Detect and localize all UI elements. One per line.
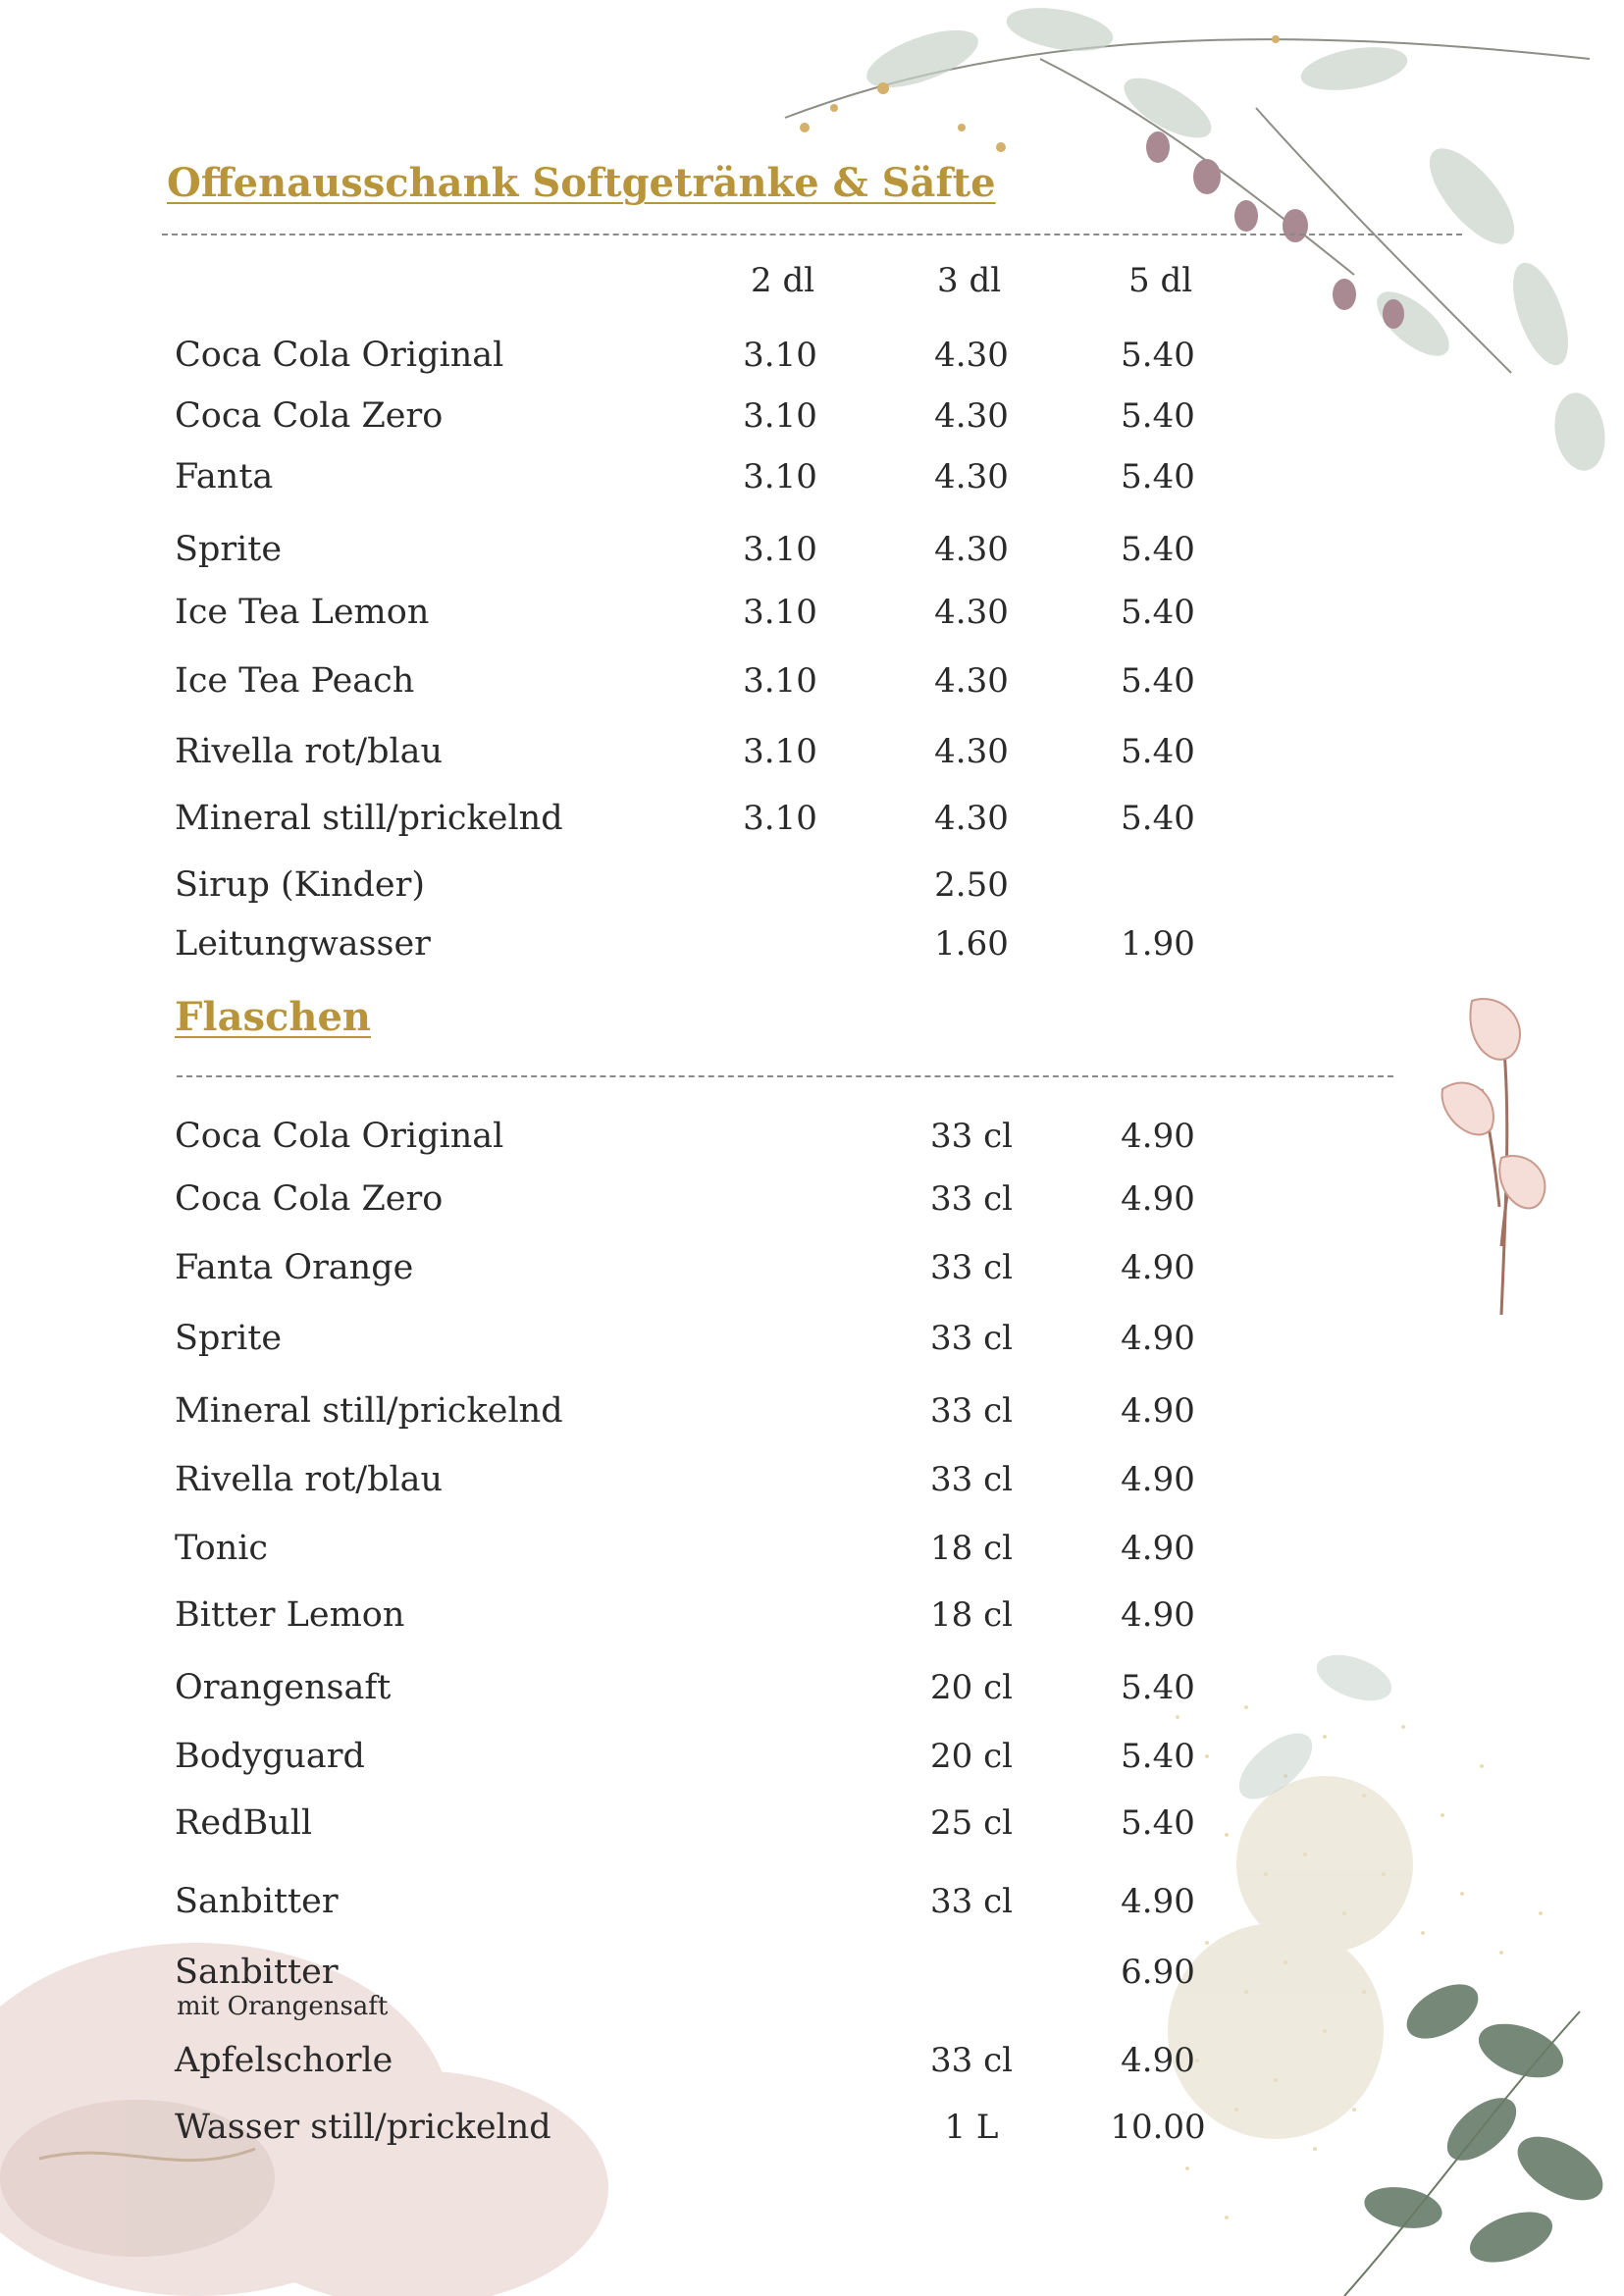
price-3dl: 4.30 (934, 457, 1009, 496)
list-item (0, 1953, 1624, 2021)
item-name: Tonic (175, 1529, 269, 1568)
bottle-size: 18 cl (930, 1529, 1013, 1568)
list-item (0, 593, 1624, 642)
bottle-size: 33 cl (930, 1248, 1013, 1287)
price-3dl: 4.30 (934, 732, 1009, 771)
price-5dl: 5.40 (1121, 530, 1195, 569)
list-item (0, 2041, 1624, 2090)
bottle-price: 5.40 (1121, 1803, 1195, 1843)
item-name: Bodyguard (175, 1737, 365, 1776)
item-note: mit Orangensaft (177, 1992, 389, 2021)
bottle-size: 33 cl (930, 1882, 1013, 1921)
price-2dl: 3.10 (743, 732, 817, 771)
bottle-size: 20 cl (930, 1668, 1013, 1707)
bottle-price: 4.90 (1121, 1179, 1195, 1219)
item-name: Wasser still/prickelnd (175, 2108, 551, 2147)
item-name: RedBull (175, 1803, 313, 1843)
price-2dl: 3.10 (743, 530, 817, 569)
column-header-5dl: 5 dl (1128, 261, 1193, 300)
item-name: Fanta (175, 457, 274, 496)
list-item (0, 1668, 1624, 1717)
item-name: Rivella rot/blau (175, 732, 444, 771)
item-name: Sprite (175, 530, 283, 569)
price-5dl: 5.40 (1121, 396, 1195, 436)
bottle-price: 5.40 (1121, 1668, 1195, 1707)
bottle-size: 33 cl (930, 2041, 1013, 2080)
item-name: Coca Cola Zero (175, 396, 444, 436)
bottle-size: 1 L (944, 2108, 999, 2147)
bottle-price: 10.00 (1110, 2108, 1206, 2147)
bottle-price: 4.90 (1121, 1391, 1195, 1431)
item-name: Sirup (Kinder) (175, 865, 426, 905)
price-3dl: 4.30 (934, 593, 1009, 632)
list-item (0, 661, 1624, 710)
list-item (0, 336, 1624, 385)
price-3dl: 4.30 (934, 530, 1009, 569)
bottle-price: 6.90 (1121, 1953, 1195, 1992)
price-2dl: 3.10 (743, 457, 817, 496)
price-5dl: 5.40 (1121, 799, 1195, 838)
bottle-price: 4.90 (1121, 1117, 1195, 1156)
item-name: Ice Tea Peach (175, 661, 415, 701)
bottle-size: 18 cl (930, 1595, 1013, 1635)
column-header-2dl: 2 dl (751, 261, 815, 300)
price-2dl: 3.10 (743, 396, 817, 436)
price-5dl: 5.40 (1121, 732, 1195, 771)
item-name: Sanbitter (175, 1882, 339, 1921)
price-3dl: 4.30 (934, 799, 1009, 838)
bottle-price: 4.90 (1121, 1882, 1195, 1921)
price-3dl: 1.60 (934, 924, 1009, 964)
price-5dl: 1.90 (1121, 924, 1195, 964)
bottle-price: 4.90 (1121, 1319, 1195, 1358)
list-item (0, 2108, 1624, 2157)
list-item (0, 1737, 1624, 1786)
list-item (0, 1319, 1624, 1368)
bottle-size: 20 cl (930, 1737, 1013, 1776)
list-item (0, 1179, 1624, 1228)
price-2dl: 3.10 (743, 799, 817, 838)
list-item (0, 924, 1624, 973)
item-name: Orangensaft (175, 1668, 392, 1707)
item-name: Leitungwasser (175, 924, 431, 964)
list-item (0, 1248, 1624, 1297)
list-item (0, 799, 1624, 848)
bottle-size: 33 cl (930, 1117, 1013, 1156)
price-3dl: 4.30 (934, 661, 1009, 701)
item-name: Mineral still/prickelnd (175, 799, 563, 838)
list-item (0, 396, 1624, 445)
bottle-price: 4.90 (1121, 1529, 1195, 1568)
list-item (0, 1391, 1624, 1440)
item-name: Sprite (175, 1319, 283, 1358)
bottle-price: 4.90 (1121, 1248, 1195, 1287)
price-5dl: 5.40 (1121, 336, 1195, 375)
column-header-3dl: 3 dl (937, 261, 1002, 300)
item-name: Mineral still/prickelnd (175, 1391, 563, 1431)
list-item (0, 1803, 1624, 1852)
bottle-price: 4.90 (1121, 1460, 1195, 1499)
bottle-price: 5.40 (1121, 1737, 1195, 1776)
item-name: Sanbitter (175, 1953, 339, 1992)
list-item (0, 732, 1624, 781)
list-item (0, 1595, 1624, 1644)
item-name: Fanta Orange (175, 1248, 414, 1287)
price-3dl: 2.50 (934, 865, 1009, 905)
price-3dl: 4.30 (934, 396, 1009, 436)
bottle-size: 25 cl (930, 1803, 1013, 1843)
price-5dl: 5.40 (1121, 661, 1195, 701)
section-title-soft-drinks: Offenausschank Softgetränke & Säfte (167, 160, 996, 206)
item-name: Coca Cola Zero (175, 1179, 444, 1219)
price-5dl: 5.40 (1121, 457, 1195, 496)
price-2dl: 3.10 (743, 593, 817, 632)
price-2dl: 3.10 (743, 336, 817, 375)
list-item (0, 1882, 1624, 1931)
bottle-price: 4.90 (1121, 1595, 1195, 1635)
bottle-size: 33 cl (930, 1179, 1013, 1219)
section-divider (177, 1075, 1393, 1077)
list-item (0, 1529, 1624, 1578)
list-item (0, 1460, 1624, 1509)
price-2dl: 3.10 (743, 661, 817, 701)
bottle-size: 33 cl (930, 1460, 1013, 1499)
bottle-size: 33 cl (930, 1319, 1013, 1358)
item-name: Rivella rot/blau (175, 1460, 444, 1499)
bottle-size: 33 cl (930, 1391, 1013, 1431)
list-item (0, 865, 1624, 914)
section-title-bottles: Flaschen (175, 994, 371, 1040)
bottle-price: 4.90 (1121, 2041, 1195, 2080)
item-name: Coca Cola Original (175, 1117, 504, 1156)
list-item (0, 457, 1624, 506)
price-5dl: 5.40 (1121, 593, 1195, 632)
price-3dl: 4.30 (934, 336, 1009, 375)
item-name: Apfelschorle (175, 2041, 393, 2080)
item-name: Ice Tea Lemon (175, 593, 430, 632)
item-name: Bitter Lemon (175, 1595, 405, 1635)
item-name: Coca Cola Original (175, 336, 504, 375)
section-divider (162, 234, 1462, 235)
list-item (0, 530, 1624, 579)
list-item (0, 1117, 1624, 1166)
